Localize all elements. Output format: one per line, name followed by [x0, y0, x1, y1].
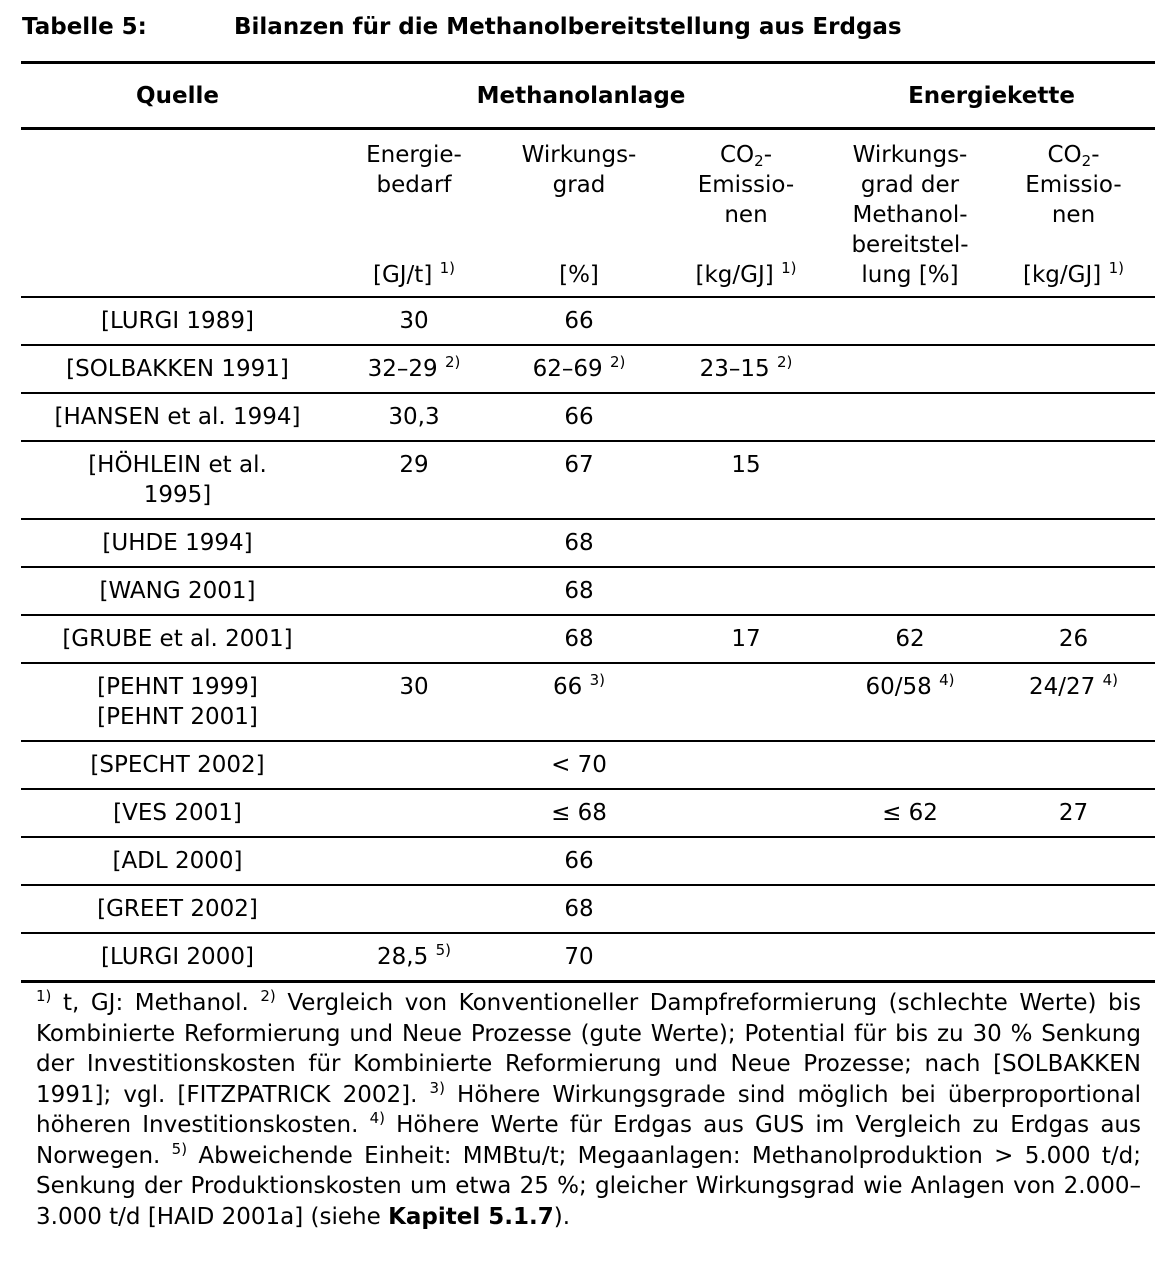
header-line: Methanol- — [852, 202, 968, 228]
co2-text: CO — [1047, 142, 1082, 168]
footnote-ref: 4) — [1102, 671, 1118, 689]
footnote-ref: 2) — [776, 353, 793, 371]
cell-value: 17 — [731, 626, 761, 652]
table-row — [21, 393, 1155, 441]
value-cell — [664, 615, 828, 663]
value-cell — [494, 741, 664, 789]
source-reference: [SOLBAKKEN 1991] — [66, 356, 289, 382]
column-header-row — [21, 129, 1155, 298]
value-cell — [334, 345, 494, 393]
cell-value: 60/58 — [865, 674, 932, 700]
table-row — [21, 933, 1155, 982]
header-line: Energie- — [366, 142, 462, 168]
header-line: Wirkungs- — [852, 142, 968, 168]
table-title: Bilanzen für die Methanolbereitstellung aus Erdgas — [234, 14, 902, 40]
value-cell — [828, 519, 992, 567]
footnote-ref: 2) — [444, 353, 461, 371]
value-cell — [664, 393, 828, 441]
hyphen: - — [1091, 142, 1100, 168]
header-methanol-plant: Methanolanlage — [334, 63, 828, 129]
value-cell — [334, 441, 494, 519]
source-reference: [HANSEN et al. 1994] — [54, 404, 301, 430]
source-reference: [ADL 2000] — [112, 848, 243, 874]
value-cell — [664, 297, 828, 345]
cell-value: 68 — [564, 626, 594, 652]
footnote-ref: 5) — [435, 941, 451, 959]
value-cell — [992, 885, 1155, 933]
source-reference: 1995] — [143, 482, 212, 508]
value-cell — [664, 837, 828, 885]
value-cell — [334, 393, 494, 441]
cell-value: 62 — [895, 626, 925, 652]
hyphen: - — [763, 142, 773, 168]
value-cell — [992, 393, 1155, 441]
header-chain-efficiency — [828, 129, 992, 298]
cell-value: ≤ 62 — [882, 800, 938, 826]
footnote-marker: 1) — [36, 987, 52, 1005]
cell-value: ≤ 68 — [551, 800, 607, 826]
value-cell — [494, 297, 664, 345]
value-cell — [664, 789, 828, 837]
value-cell — [828, 567, 992, 615]
table-row — [21, 885, 1155, 933]
cell-value: 29 — [399, 452, 429, 478]
value-cell — [992, 789, 1155, 837]
value-cell — [664, 885, 828, 933]
cell-value: 26 — [1058, 626, 1089, 652]
footnote-text: Abweichende Einheit: MMBtu/t; Megaanlagen: Methanolproduktion > 5.000 t/d; Senkung der Produktionskosten um etwa 25 %; gleicher Wirkungsgrad wie Anlagen von 2.000–3.000 t/d [HAID 2001a] (siehe — [36, 1142, 1141, 1230]
cell-value: 68 — [564, 578, 594, 604]
value-cell — [992, 615, 1155, 663]
footnote-text: Vergleich von Konventioneller Dampfreformierung (schlechte Werte) bis Kombinierte Reformierung und Neue Prozesse (gute Werte); Potential für bis zu 30 % Senkung der Investitionskosten für Kombinierte Reformierung und Neue Prozesse; nach [SOLBAKKEN 1991]; vgl. [FITZPATRICK 2002]. — [36, 990, 1141, 1108]
value-cell — [828, 615, 992, 663]
cell-value: 28,5 — [377, 944, 429, 970]
value-cell — [828, 441, 992, 519]
value-cell — [992, 519, 1155, 567]
header-unit: [kg/GJ] — [695, 262, 774, 288]
cell-value: 68 — [564, 896, 594, 922]
header-line: grad der — [860, 172, 960, 198]
footnote-ref: 3) — [589, 671, 605, 689]
value-cell — [664, 933, 828, 982]
value-cell — [828, 933, 992, 982]
source-cell — [21, 837, 334, 885]
co2-text: CO — [719, 142, 755, 168]
value-cell — [828, 297, 992, 345]
value-cell — [494, 885, 664, 933]
value-cell — [828, 837, 992, 885]
value-cell — [334, 933, 494, 982]
cell-value: 32–29 — [367, 356, 438, 382]
table-caption — [22, 14, 902, 40]
cell-value: 30 — [399, 308, 429, 334]
value-cell — [494, 519, 664, 567]
footnote-text: t, GJ: Methanol. — [51, 990, 261, 1016]
source-reference: [PEHNT 1999] — [97, 674, 258, 700]
header-co2-emissions-chain — [992, 129, 1155, 298]
source-reference: [PEHNT 2001] — [97, 704, 258, 730]
co2-subscript: 2 — [754, 152, 764, 170]
value-cell — [828, 663, 992, 741]
source-cell — [21, 441, 334, 519]
header-line: nen — [724, 202, 768, 228]
value-cell — [494, 933, 664, 982]
group-header-row — [21, 63, 1155, 129]
footnote-marker: 2) — [260, 987, 276, 1005]
value-cell — [664, 741, 828, 789]
value-cell — [828, 345, 992, 393]
footnote-ref: 1) — [439, 259, 456, 277]
value-cell — [334, 519, 494, 567]
value-cell — [334, 741, 494, 789]
source-cell — [21, 741, 334, 789]
cell-value: 27 — [1058, 800, 1089, 826]
header-unit: [%] — [559, 262, 599, 288]
source-cell — [21, 933, 334, 982]
table-row — [21, 615, 1155, 663]
source-cell — [21, 393, 334, 441]
value-cell — [828, 789, 992, 837]
value-cell — [992, 741, 1155, 789]
value-cell — [992, 441, 1155, 519]
value-cell — [494, 789, 664, 837]
value-cell — [334, 615, 494, 663]
footnote-marker: 3) — [429, 1078, 445, 1097]
value-cell — [494, 345, 664, 393]
value-cell — [992, 837, 1155, 885]
footnote-text: ). — [553, 1203, 571, 1230]
cell-value: 24/27 — [1028, 674, 1096, 700]
cell-value: 70 — [564, 944, 594, 970]
cell-value: 30 — [399, 674, 429, 700]
source-cell — [21, 567, 334, 615]
source-reference: [VES 2001] — [113, 800, 242, 826]
header-line: nen — [1051, 202, 1096, 228]
footnote-marker: 5) — [171, 1139, 188, 1158]
methanol-balance-table — [21, 61, 1155, 983]
table-row — [21, 297, 1155, 345]
value-cell — [664, 345, 828, 393]
value-cell — [664, 663, 828, 741]
cell-value: 30,3 — [388, 404, 440, 430]
table-number: Tabelle 5: — [22, 14, 147, 40]
header-line: bereitstel- — [851, 232, 969, 258]
value-cell — [334, 837, 494, 885]
value-cell — [828, 741, 992, 789]
source-cell — [21, 345, 334, 393]
table-row — [21, 567, 1155, 615]
header-source: Quelle — [21, 63, 334, 129]
header-line — [992, 140, 1155, 170]
source-reference: [GREET 2002] — [97, 896, 258, 922]
source-cell — [21, 663, 334, 741]
table-row — [21, 345, 1155, 393]
footnote-ref: 2) — [609, 353, 626, 371]
table-row — [21, 519, 1155, 567]
header-line: bedarf — [376, 172, 452, 198]
cell-value: 66 — [553, 674, 583, 700]
value-cell — [494, 441, 664, 519]
value-cell — [494, 837, 664, 885]
header-line — [664, 140, 828, 170]
value-cell — [494, 615, 664, 663]
value-cell — [334, 567, 494, 615]
table-row — [21, 789, 1155, 837]
value-cell — [992, 297, 1155, 345]
value-cell — [992, 663, 1155, 741]
source-cell — [21, 297, 334, 345]
footnotes — [36, 988, 1141, 1232]
cell-value: 66 — [564, 308, 594, 334]
value-cell — [664, 519, 828, 567]
source-reference: [HÖHLEIN et al. — [88, 452, 267, 478]
cell-value: 15 — [731, 452, 761, 478]
header-unit: [kg/GJ] — [1023, 262, 1102, 288]
header-co2-emissions-plant — [664, 129, 828, 298]
header-energy-chain: Energiekette — [828, 63, 1155, 129]
footnote-ref: 1) — [1108, 259, 1124, 277]
source-cell — [21, 519, 334, 567]
footnote-ref: 4) — [939, 671, 955, 689]
source-cell — [21, 789, 334, 837]
cell-value: 66 — [564, 848, 594, 874]
value-cell — [494, 663, 664, 741]
footnote-marker: 4) — [369, 1109, 385, 1127]
source-reference: [LURGI 2000] — [101, 944, 254, 970]
cell-value: 66 — [564, 404, 594, 430]
chapter-reference: Kapitel 5.1.7 — [388, 1203, 554, 1230]
value-cell — [992, 567, 1155, 615]
value-cell — [334, 663, 494, 741]
footnote-text: Höhere Wirkungsgrade sind möglich bei überproportional höheren Investitionskosten. — [36, 1081, 1141, 1138]
value-cell — [828, 885, 992, 933]
value-cell — [992, 933, 1155, 982]
table-row — [21, 741, 1155, 789]
table-row — [21, 837, 1155, 885]
header-line: Emissio- — [1025, 172, 1122, 198]
header-unit: [GJ/t] — [372, 262, 433, 288]
header-unit: lung [%] — [861, 262, 959, 288]
value-cell — [334, 297, 494, 345]
value-cell — [664, 441, 828, 519]
header-empty — [21, 129, 334, 298]
source-reference: [LURGI 1989] — [101, 308, 254, 334]
table-body — [21, 297, 1155, 982]
cell-value: 67 — [564, 452, 594, 478]
source-cell — [21, 885, 334, 933]
table-row — [21, 441, 1155, 519]
value-cell — [494, 567, 664, 615]
source-reference: [GRUBE et al. 2001] — [62, 626, 293, 652]
footnote-ref: 1) — [781, 259, 797, 277]
value-cell — [664, 567, 828, 615]
value-cell — [494, 393, 664, 441]
cell-value: 68 — [564, 530, 594, 556]
value-cell — [992, 345, 1155, 393]
value-cell — [828, 393, 992, 441]
cell-value: < 70 — [551, 752, 607, 778]
footnote-text: Höhere Werte für Erdgas aus GUS im Vergleich zu Erdgas aus Norwegen. — [36, 1112, 1141, 1169]
source-reference: [WANG 2001] — [99, 578, 256, 604]
header-efficiency — [494, 129, 664, 298]
cell-value: 62–69 — [532, 356, 603, 382]
source-cell — [21, 615, 334, 663]
cell-value: 23–15 — [699, 356, 770, 382]
header-energy-demand — [334, 129, 494, 298]
value-cell — [334, 789, 494, 837]
source-reference: [SPECHT 2002] — [90, 752, 265, 778]
header-line: grad — [552, 172, 606, 198]
value-cell — [334, 885, 494, 933]
co2-subscript: 2 — [1081, 152, 1092, 170]
source-reference: [UHDE 1994] — [102, 530, 253, 556]
header-line: Wirkungs- — [521, 142, 637, 168]
header-line: Emissio- — [697, 172, 795, 198]
table-row — [21, 663, 1155, 741]
